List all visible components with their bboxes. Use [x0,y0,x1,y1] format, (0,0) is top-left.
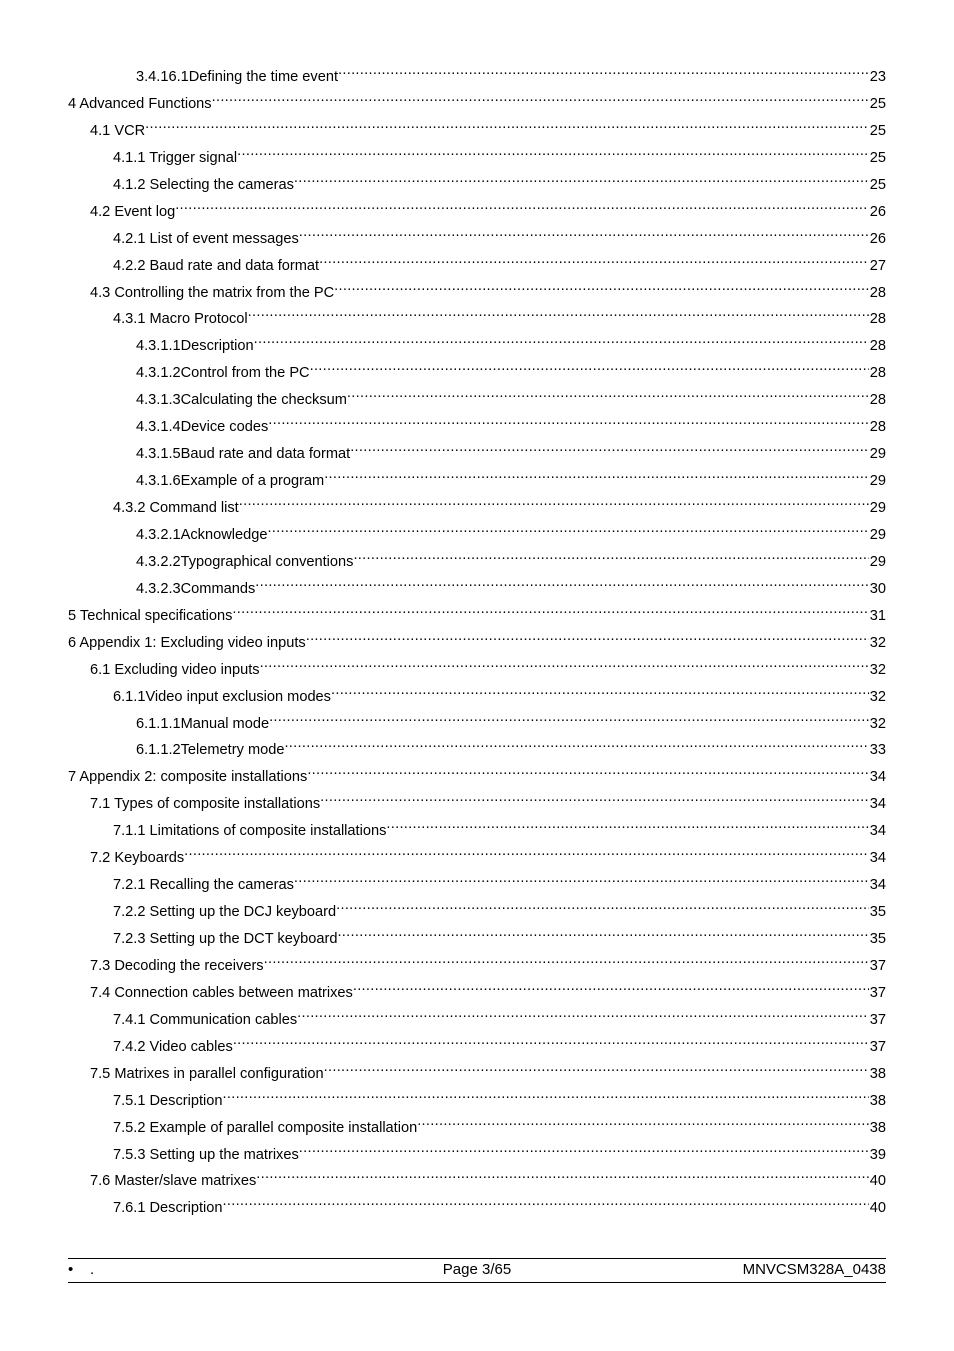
toc-dot-leader [353,982,869,997]
toc-dot-leader [310,363,869,378]
toc-dot-leader [324,1063,869,1078]
toc-entry-page: 25 [869,176,886,193]
toc-entry[interactable] [68,441,886,468]
toc-entry-page: 35 [869,904,886,921]
toc-entry-title: 4.1.1 Trigger signal [113,149,238,166]
toc-entry[interactable] [68,468,886,495]
toc-entry[interactable] [68,414,886,441]
toc-entry-title: 4.3.2.3Commands [136,580,256,597]
toc-entry-page: 34 [869,877,886,894]
toc-entry-title: 4.3.1.2Control from the PC [136,365,310,382]
toc-entry-page: 34 [869,823,886,840]
toc-dot-leader [331,686,869,701]
toc-entry-title: 7.4 Connection cables between matrixes [90,984,353,1001]
toc-entry[interactable] [68,118,886,145]
toc-entry-page: 28 [869,284,886,301]
toc-entry-title: 7.5.1 Description [113,1092,223,1109]
toc-entry[interactable] [68,199,886,226]
toc-entry-title: 4.3.1.4Device codes [136,419,269,436]
footer-document-code: MNVCSM328A_0438 [742,1261,886,1278]
toc-entry-title: 7.5.2 Example of parallel composite installation [113,1119,418,1136]
toc-entry-page: 23 [869,69,886,85]
toc-dot-leader [212,93,869,108]
toc-entry-page: 29 [869,473,886,490]
toc-entry[interactable] [68,576,886,603]
toc-entry[interactable] [68,818,886,845]
toc-entry-title: 7.1.1 Limitations of composite installations [113,823,387,840]
toc-entry-page: 26 [869,203,886,220]
toc-entry-title: 4.3.2.1Acknowledge [136,526,268,543]
toc-entry-page: 27 [869,257,886,274]
toc-entry-page: 38 [869,1065,886,1082]
toc-entry[interactable] [68,872,886,899]
toc-entry-page: 37 [869,957,886,974]
toc-dot-leader [239,497,869,512]
toc-entry-page: 32 [869,661,886,678]
toc-dot-leader [320,794,869,809]
toc-entry-title: 4.3.2.2Typographical conventions [136,553,354,570]
toc-entry-title: 4.3.1.5Baud rate and data format [136,446,351,463]
toc-entry-title: 7.4.2 Video cables [113,1038,233,1055]
toc-entry-page: 38 [869,1119,886,1136]
toc-entry[interactable] [68,522,886,549]
toc-entry-title: 7.6 Master/slave matrixes [90,1173,257,1190]
toc-entry[interactable] [68,791,886,818]
toc-entry-page: 33 [869,742,886,759]
toc-entry-page: 28 [869,392,886,409]
toc-entry[interactable] [68,306,886,333]
toc-entry-page: 25 [869,122,886,139]
toc-entry-title: 7.2.3 Setting up the DCT keyboard [113,931,338,947]
toc-entry-page: 28 [869,338,886,355]
toc-dot-leader [307,767,868,782]
toc-entry-page: 40 [869,1173,886,1190]
toc-entry-page: 35 [869,931,886,947]
toc-entry[interactable] [68,684,886,711]
toc-entry-title: 4.3.1.3Calculating the checksum [136,392,347,409]
toc-entry[interactable] [68,737,886,764]
toc-entry[interactable] [68,899,886,926]
toc-entry-page: 26 [869,230,886,247]
toc-entry-page: 25 [869,149,886,166]
toc-entry-title: 7.2.2 Setting up the DCJ keyboard [113,904,337,921]
toc-entry-page: 38 [869,1092,886,1109]
toc-entry[interactable] [68,953,886,980]
toc-entry[interactable] [68,1007,886,1034]
footer-page-number: Page 3/65 [442,1261,512,1278]
toc-dot-leader [260,659,869,674]
toc-entry-page: 39 [869,1146,886,1163]
toc-dot-leader [306,632,869,647]
toc-dot-leader [334,282,869,297]
toc-entry[interactable] [68,657,886,684]
toc-entry-page: 37 [869,1038,886,1055]
toc-entry-page: 28 [869,419,886,436]
toc-dot-leader [145,120,869,135]
toc-entry-page: 29 [869,446,886,463]
toc-dot-leader [175,201,869,216]
toc-dot-leader [350,444,869,459]
toc-entry-title: 4.3 Controlling the matrix from the PC [90,284,335,301]
toc-entry[interactable] [68,1115,886,1142]
toc-entry-title: 6.1.1Video input exclusion modes [113,688,331,705]
footer-bottom-rule [68,1282,886,1283]
toc-entry-title: 7.5 Matrixes in parallel configuration [90,1065,324,1082]
toc-dot-leader [232,605,868,620]
toc-entry[interactable] [68,1088,886,1115]
toc-entry-title: 7.5.3 Setting up the matrixes [113,1146,299,1163]
toc-dot-leader [256,1171,869,1186]
toc-dot-leader [347,390,869,405]
toc-entry-page: 30 [869,580,886,597]
toc-entry-title: 6.1.1.2Telemetry mode [136,742,285,759]
toc-entry-title: 3.4.16.1Defining the time event [136,69,339,85]
toc-dot-leader [299,1144,869,1159]
toc-dot-leader [254,336,869,351]
toc-dot-leader [284,740,868,755]
toc-dot-leader [268,417,869,432]
toc-entry-page: 40 [869,1200,886,1217]
toc-dot-leader [319,255,869,270]
toc-entry[interactable] [68,764,886,791]
toc-entry-title: 4.1.2 Selecting the cameras [113,176,294,193]
toc-entry-page: 34 [869,850,886,867]
toc-dot-leader [386,821,868,836]
toc-dot-leader [417,1117,869,1132]
toc-entry-title: 7.3 Decoding the receivers [90,957,264,974]
toc-dot-leader [237,147,869,162]
toc-entry-title: 4.3.2 Command list [113,500,239,516]
toc-entry[interactable] [68,333,886,360]
toc-dot-leader [233,1036,869,1051]
toc-entry[interactable] [68,926,886,953]
toc-entry[interactable] [68,1034,886,1061]
toc-entry[interactable] [68,226,886,253]
toc-entry[interactable] [68,630,886,657]
toc-entry-page: 34 [869,769,886,786]
toc-entry[interactable] [68,280,886,307]
toc-entry-title: 6 Appendix 1: Excluding video inputs [68,634,306,651]
toc-entry-title: 7.1 Types of composite installations [90,796,321,813]
toc-dot-leader [297,1009,869,1024]
toc-entry-page: 37 [869,984,886,1001]
toc-entry-page: 28 [869,365,886,382]
toc-dot-leader [337,928,868,943]
toc-entry-title: 4.2 Event log [90,203,176,220]
toc-entry-page: 29 [869,553,886,570]
toc-entry-page: 28 [869,311,886,328]
toc-entry[interactable] [68,145,886,172]
toc-entry[interactable] [68,64,886,91]
toc-entry-page: 34 [869,796,886,813]
footer-bullet: • [68,1261,74,1278]
toc-entry[interactable] [68,711,886,738]
toc-dot-leader [184,848,869,863]
toc-dot-leader [294,875,869,890]
table-of-contents [68,64,886,1222]
toc-entry-title: 7.2 Keyboards [90,850,185,867]
toc-dot-leader [269,713,869,728]
toc-entry[interactable] [68,1061,886,1088]
toc-dot-leader [338,66,869,81]
toc-entry[interactable] [68,360,886,387]
toc-entry-page: 31 [869,607,886,624]
toc-dot-leader [324,470,869,485]
toc-dot-leader [294,174,869,189]
toc-entry-page: 37 [869,1011,886,1028]
toc-entry-page: 25 [869,95,886,112]
toc-entry-title: 6.1.1.1Manual mode [136,715,270,732]
toc-entry-page: 29 [869,500,886,516]
toc-dot-leader [248,309,869,324]
toc-entry[interactable] [68,1168,886,1195]
toc-entry-page: 32 [869,715,886,732]
toc-entry[interactable] [68,549,886,576]
toc-entry-title: 4.2.2 Baud rate and data format [113,257,320,274]
toc-dot-leader [223,1198,869,1213]
toc-dot-leader [255,578,869,593]
toc-entry[interactable] [68,1195,886,1222]
toc-entry-page: 32 [869,688,886,705]
toc-entry-title: 7.4.1 Communication cables [113,1011,298,1028]
toc-entry-page: 32 [869,634,886,651]
toc-entry-page: 29 [869,526,886,543]
toc-entry-title: 4 Advanced Functions [68,95,212,112]
toc-entry[interactable] [68,1142,886,1169]
toc-dot-leader [264,955,869,970]
toc-entry-title: 6.1 Excluding video inputs [90,661,260,678]
toc-entry[interactable] [68,253,886,280]
toc-entry[interactable] [68,603,886,630]
toc-entry-title: 5 Technical specifications [68,607,233,624]
toc-entry-title: 4.3.1.1Description [136,338,254,355]
toc-entry-title: 7.6.1 Description [113,1200,223,1217]
toc-dot-leader [223,1090,869,1105]
toc-dot-leader [336,901,869,916]
toc-entry-title: 4.3.1.6Example of a program [136,473,325,490]
toc-entry-title: 4.1 VCR [90,122,146,139]
toc-entry-title: 4.2.1 List of event messages [113,230,299,247]
toc-dot-leader [353,551,868,566]
toc-entry-title: 7 Appendix 2: composite installations [68,769,308,786]
toc-entry-title: 7.2.1 Recalling the cameras [113,877,294,894]
toc-entry[interactable] [68,495,886,522]
toc-entry[interactable] [68,845,886,872]
toc-entry-title: 4.3.1 Macro Protocol [113,311,248,328]
toc-dot-leader [267,524,868,539]
toc-entry[interactable] [68,172,886,199]
toc-entry[interactable] [68,91,886,118]
toc-entry[interactable] [68,980,886,1007]
toc-dot-leader [299,228,869,243]
page-footer [68,1259,886,1281]
toc-entry[interactable] [68,387,886,414]
footer-left-text: . [90,1261,95,1278]
